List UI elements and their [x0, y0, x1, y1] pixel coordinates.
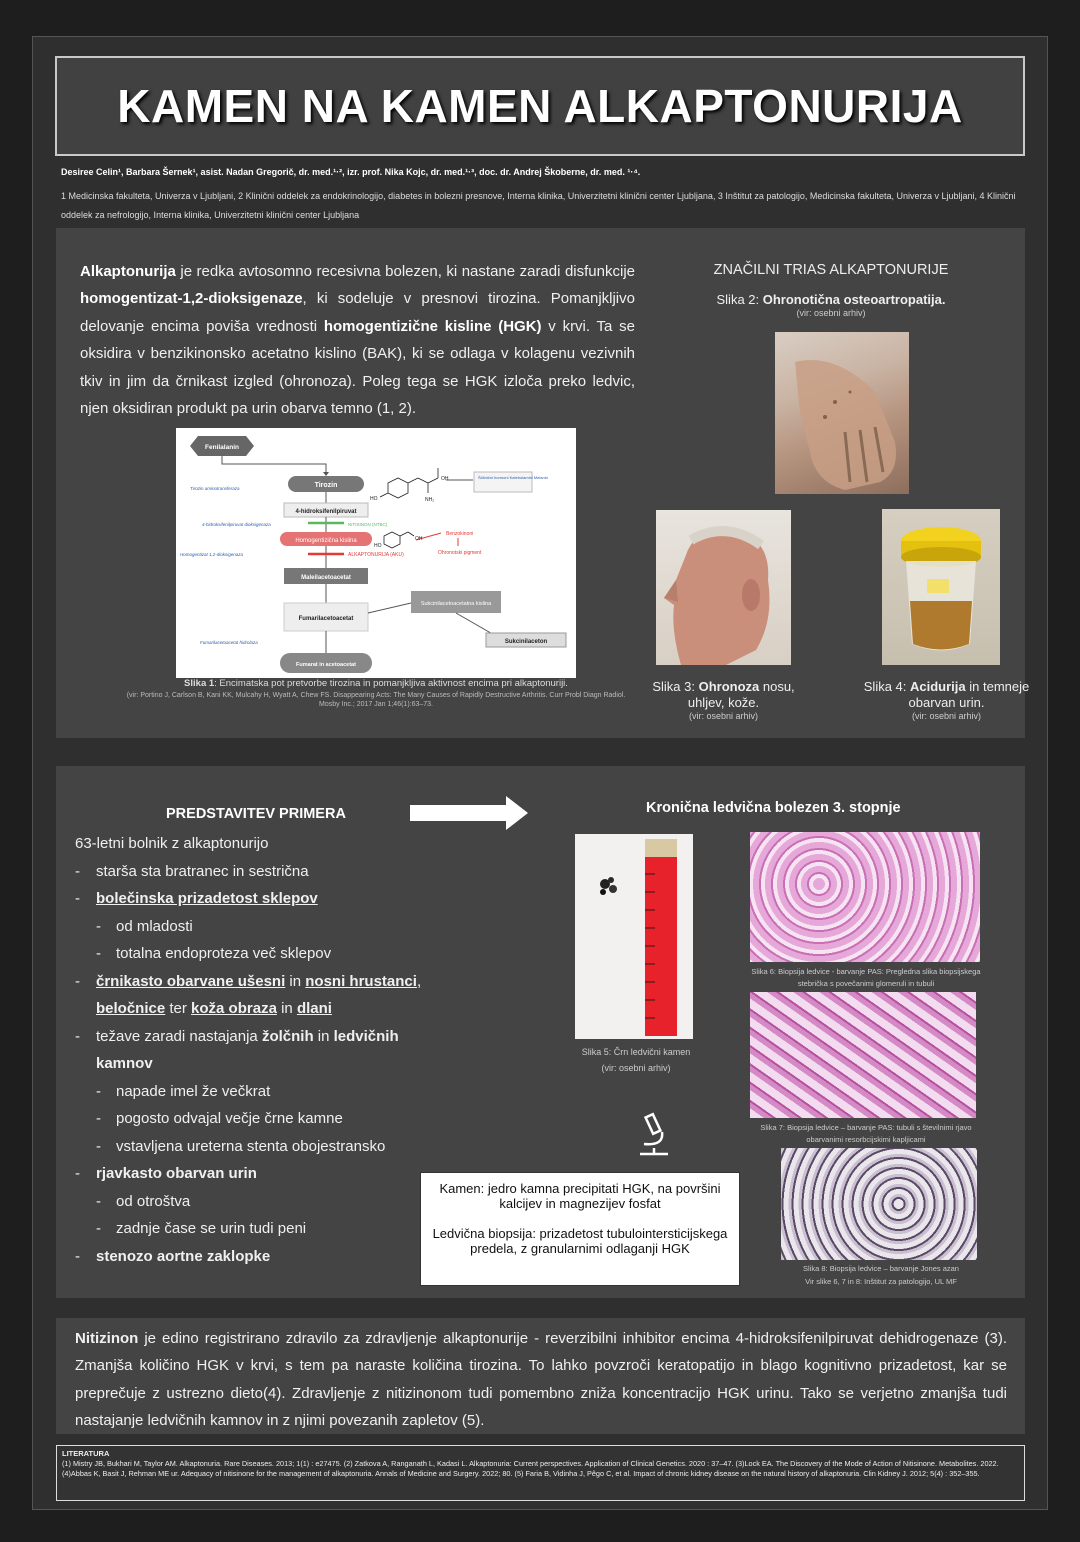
figure-1-caption [116, 678, 636, 709]
kidney-stone-illustration [575, 834, 693, 1039]
figure-6-caption: Slika 6: Biopsija ledvice - barvanje PAS: Pregledna slika biopsijskega stebrička s povečanimi glomeruli in tubuli [751, 967, 981, 988]
label-enzyme-4: Fumarilacetoacetat hidrolaza [200, 640, 258, 645]
fig5-caption-text: Slika 5: Črn ledvični kamen [581, 1047, 691, 1057]
urine-cup-illustration [882, 509, 1000, 665]
intro-panel [56, 228, 1030, 738]
label-male: Maleilacetoacetat [301, 575, 351, 581]
case-item-5 [75, 1160, 455, 1188]
case-item-3h: in [276, 1000, 297, 1017]
label-ho-1: HO [370, 496, 378, 502]
photo-urine-cup [882, 509, 1000, 665]
case-title: PREDSTAVITEV PRIMERA [166, 806, 346, 822]
case-item-3b: in [285, 972, 306, 990]
authors: Desiree Celin¹, Barbara Šernek¹, asist. Nadan Gregorič, dr. med.¹·², izr. prof. Nika Kojc, dr. med.¹·³, doc. dr. Andrej Škoberne, dr. med. ¹·⁴. [61, 167, 641, 177]
fig1-caption-text: : Encimatska pot pretvorbe tirozina in pomanjkljiva aktivnost encima pri alkaptonuriji. [214, 678, 568, 689]
label-fum: Fumarilacetoacetat [298, 616, 354, 622]
figure-3-caption [641, 679, 806, 722]
ckd-title: Kronična ledvična bolezen 3. stopnje [646, 800, 901, 816]
photo-face [656, 510, 791, 665]
case-item-6 [75, 1243, 455, 1271]
findings-stone: Kamen: jedro kamna precipitati HGK, na površini kalcijev in magnezijev fosfat [439, 1181, 721, 1211]
case-item-3g: koža obraza [191, 1000, 277, 1017]
treatment-bold: Nitizinon [75, 1330, 139, 1347]
label-enzyme-2: 4-hidroksifenilpiruvat dioksigenaza [202, 522, 271, 527]
case-item-4d: ledvičnih kamnov [96, 1027, 399, 1072]
figure-4-caption [859, 679, 1034, 722]
case-list [75, 830, 455, 1270]
fig3-source: (vir: osebni arhiv) [688, 711, 759, 721]
face-illustration [656, 510, 791, 665]
fig4-post: in temneje obarvan urin. [908, 679, 1030, 710]
case-item-2-text: bolečinska prizadetost sklepov [96, 890, 318, 907]
photo-biopsy-pas-overview [750, 832, 980, 962]
intro-text [80, 258, 635, 422]
fig2-pre: Slika 2: [716, 292, 763, 307]
case-item-3c: nosni hrustanci [305, 972, 417, 990]
fig5-source: (vir: osebni arhiv) [601, 1063, 671, 1073]
fig4-bold: Acidurija [910, 679, 966, 694]
case-item-4a: težave zaradi nastajanja [96, 1027, 262, 1045]
poster-title: KAMEN NA KAMEN ALKAPTONURIJA [117, 80, 963, 132]
trias-title: ZNAČILNI TRIAS ALKAPTONURIJE [713, 262, 949, 278]
label-sukcin: Sukcinilaceton [504, 639, 548, 645]
poster [32, 36, 1048, 1510]
fig3-bold: Ohronoza [698, 679, 760, 694]
fig1-caption-bold: Slika 1 [184, 678, 215, 689]
case-item-4c: in [313, 1027, 334, 1045]
title-box [55, 56, 1025, 156]
figure-5-caption [571, 1044, 701, 1076]
case-item-2b: - totalna endoproteza več sklepov [75, 940, 455, 968]
case-item-2 [75, 885, 455, 913]
references-box [56, 1445, 1025, 1501]
case-item-5b: - zadnje čase se urin tudi peni [75, 1215, 455, 1243]
references-title: LITERATURA [62, 1449, 110, 1458]
label-sukc-kis: Sukcinilacetoacetatna kislina [420, 601, 492, 607]
intro-bold-1: Alkaptonurija [80, 263, 176, 280]
label-oh-2: OH [415, 536, 423, 542]
fig3-post: nosu, uhljev, kože. [687, 679, 795, 710]
label-nitisinon: NITISINON (NTBC) [348, 522, 388, 527]
figure-7-caption: Slika 7: Biopsija ledvice – barvanje PAS: tubuli s številnimi rjavo obarvanimi resorbcijskimi kapljicami [760, 1123, 972, 1144]
case-item-3d: , [416, 972, 422, 990]
fig4-source: (vir: osebni arhiv) [911, 711, 982, 721]
label-benzokinoni: Benzokinoni [446, 531, 474, 537]
figure-8-caption: Slika 8: Biopsija ledvice – barvanje Jones azan [803, 1264, 959, 1273]
case-item-3f: ter [165, 1000, 192, 1017]
case-item-5-text: rjavkasto obarvan urin [96, 1165, 257, 1182]
hand-illustration [775, 332, 909, 494]
treatment-text [75, 1325, 1007, 1435]
case-item-6-text: stenozo aortne zaklopke [96, 1247, 271, 1265]
case-item-5a: - od otroštva [75, 1188, 455, 1216]
photo-kidney-stone [575, 834, 693, 1039]
figure-2-caption [696, 292, 966, 319]
metabolic-pathway-figure [176, 428, 576, 678]
fig2-source: (vir: osebni arhiv) [796, 308, 866, 318]
intro-bold-5: homogentizične kisline (HGK) [323, 317, 542, 335]
case-intro: 63-letni bolnik z alkaptonurijo [75, 835, 269, 852]
label-fumarat: Fumarat in acetoacetat [296, 662, 356, 668]
microscope-icon [634, 1112, 674, 1158]
case-item-4x: - napade imel že večkrat [75, 1078, 455, 1106]
case-item-3 [75, 968, 455, 1023]
references-text: (1) Mistry JB, Bukhari M, Taylor AM. Alkaptonuria. Rare Diseases. 2013; 1(1) : e27475. (2) Zatkova A, Ranganath L, Kadasi L. Alkaptonuria: Current perspectives. Application of Clinical Genetics. 2020 : 37–47. (3)Lock EA. The Discovery of the Mode of Action of Nitisinone. Metabolites. 2022. (4)Abbas K, Basit J, Rehman ME ur. Adequacy of nitisinone for the management of alkaptonuria. Annals of Medicine and Surgery. 2022; 80. (5) Faria B, Vidinha J, Pêgo C, et al. Impact of chronic kidney disease on the natural history of alkaptonuria. Clin Kidney J. 2012; 5(4) : 352–355. [62, 1459, 999, 1478]
intro-text-4: , ki sodeluje v presnovi tirozina. Pomanjkljivo delovanje encima poviša vrednosti [80, 290, 635, 335]
fig1-source: (vir: Portino J, Carlson B, Kani KK, Mulcahy H, Wyatt A, Chew FS. Disappearing Acts: The Many Causes of Rapidly Destructive Arthritis. Curr Probl Diagn Radiol. Mosby Inc.; 2017 Jan 1;46(1):63–73. [126, 692, 626, 708]
photo-biopsy-pas-tubules [750, 992, 976, 1118]
label-enzyme-1: Tirozin aminotransferaza [190, 486, 240, 491]
label-enzyme-3: Homogentizat 1,2-dioksigenaza [180, 552, 244, 557]
case-item-4y: - pogosto odvajal večje črne kamne [75, 1105, 455, 1133]
label-ho-2: HO [374, 543, 382, 549]
fig2-bold: Ohronotična osteoartropatija. [762, 292, 946, 307]
case-item-1: - starša sta bratranec in sestrična [75, 858, 455, 886]
intro-bold-3: homogentizat-1,2-dioksigenaze [80, 290, 303, 308]
fig3-pre: Slika 3: [652, 679, 699, 694]
case-item-2a: - od mladosti [75, 913, 455, 941]
label-ohron-pigment: Ohronotski pigment [438, 550, 482, 556]
affiliations: 1 Medicinska fakulteta, Univerza v Ljubljani, 2 Klinični oddelek za endokrinologijo, diabetes in bolezni presnove, Interna klinika, Univerzitetni klinični center Ljubljana, 3 Inštitut za patologijo, Medicinska fakulteta, Univerza v Ljubljani, 4 Klinični oddelek za nefrologijo, Interna klinika, Univerzitetni klinični center Ljubljana [61, 191, 1016, 220]
label-tirozin: Tirozin [314, 482, 338, 489]
case-item-4b: žolčnih [261, 1027, 314, 1045]
photo-biopsy-jones-azan [781, 1148, 977, 1260]
label-fenilalanin: Fenilalanin [205, 444, 239, 451]
case-item-3i: dlani [296, 1000, 332, 1017]
case-item-3e: beločnice [96, 1000, 166, 1017]
label-hppa: 4-hidroksifenilpiruvat [295, 509, 357, 515]
label-oh-1: OH [441, 476, 449, 482]
treatment-panel [56, 1318, 1025, 1434]
findings-box [420, 1172, 740, 1286]
hgk-structure [384, 532, 414, 548]
label-nh2: NH₂ [425, 497, 435, 503]
arrow-right-icon [410, 796, 530, 830]
pathway-diagram [176, 428, 576, 678]
case-panel [56, 766, 1025, 1298]
case-item-3a: črnikasto obarvane ušesni [96, 972, 286, 990]
findings-biopsy: Ledvična biopsija: prizadetost tubulointersticijskega predela, z granularnimi odlaganji HGK [432, 1226, 728, 1256]
case-item-4z: - vstavljena ureterna stenta obojestransko [75, 1133, 455, 1161]
fig4-pre: Slika 4: [863, 679, 911, 694]
label-hormones: Ščitnični hormoni Kateholamini Melanin [478, 475, 548, 480]
intro-text-6: v krvi. Ta se oksidira v benzikinonsko acetatno kislino (BAK), ki se odlaga v kolagenu vezivnih tkiv in jim da črnikast izgled (ohronoza). Poleg tega se HGK izloča preko ledvic, njen oksidiran produkt pa urin obarva temno (1, 2). [80, 317, 635, 418]
intro-text-2: je redka avtosomno recesivna bolezen, ki nastane zaradi disfunkcije [175, 263, 635, 280]
label-hgk: Homogentizična kislina [295, 538, 357, 544]
figures-source: Vir slike 6, 7 in 8: Inštitut za patologijo, UL MF [805, 1277, 957, 1286]
tyrosine-structure [380, 468, 438, 498]
label-aku: ALKAPTONURIJA (AKU) [348, 552, 404, 558]
photo-hand [775, 332, 909, 494]
case-item-4 [75, 1023, 455, 1078]
treatment-body: je edino registrirano zdravilo za zdravljenje alkaptonurije - reverzibilni inhibitor encima 4-hidroksifenilpiruvat dehidrogenaze (3). Zmanjša količino HGK v krvi, s tem pa naraste količina tirozina. To lahko povzroči keratopatijo in blago kognitivno prizadetost, kar se preprečuje z ustrezno dieto(4). Zdravljenje z nitizinonom tudi pomembno zniža koncentracijo HGK urinu. Tako se verjetno zmanjša tudi nastajanje ledvičnih kamnov in z njimi povezanih zapletov (5). [75, 1330, 1007, 1430]
